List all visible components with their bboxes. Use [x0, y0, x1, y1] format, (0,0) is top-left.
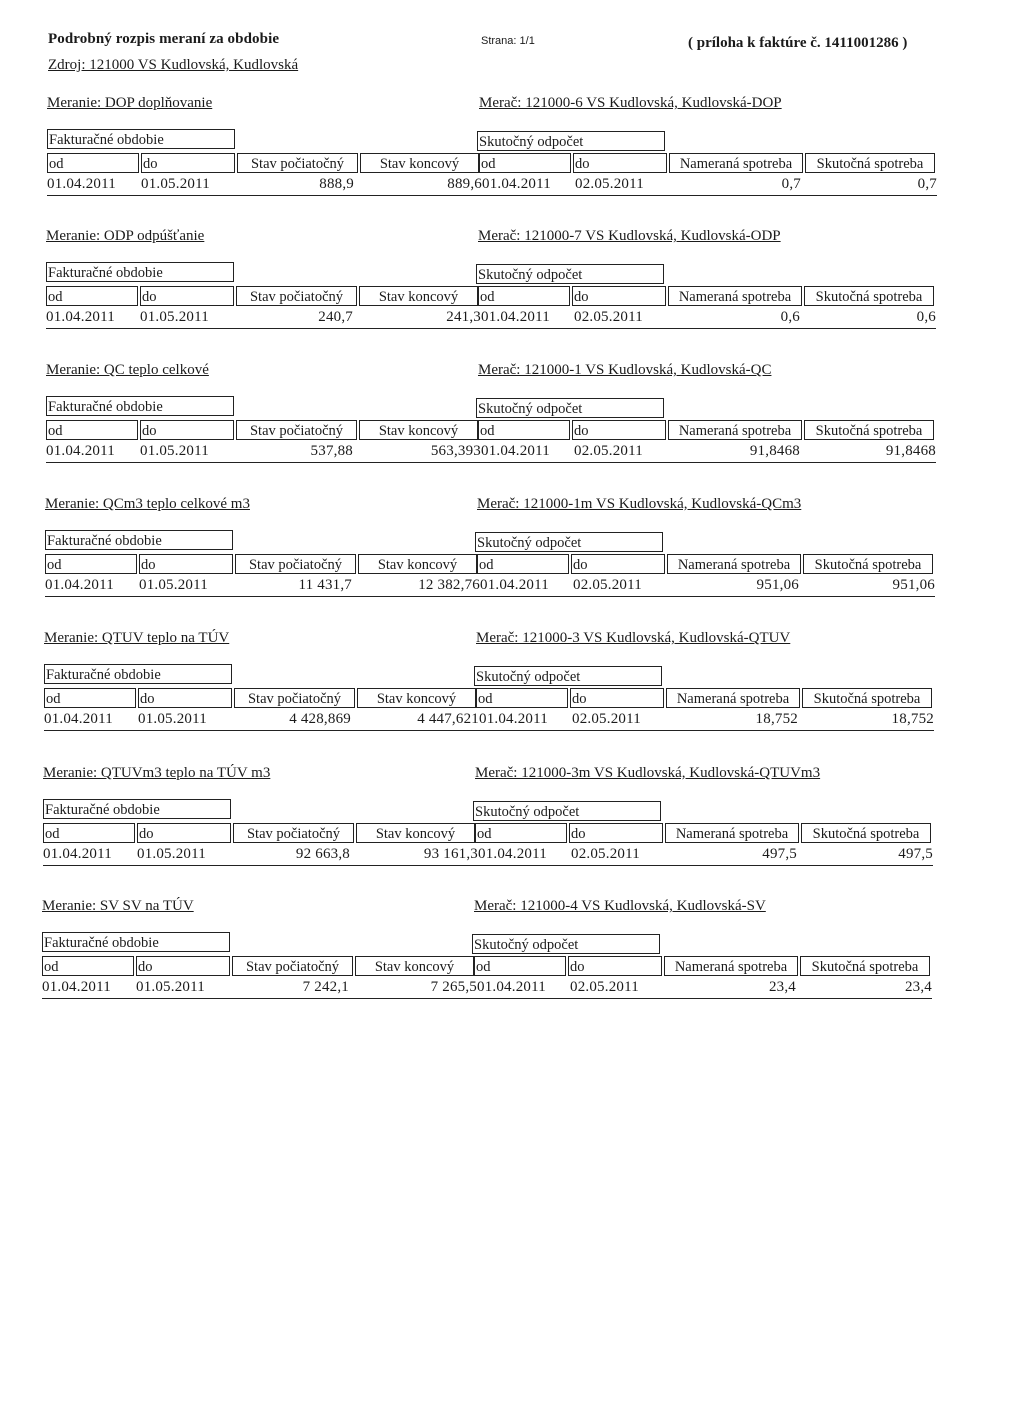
actual-consumption-header: Skutočná spotreba: [804, 286, 934, 306]
measured-consumption-value: 23,4: [768, 979, 796, 995]
billing-to-header: do: [141, 153, 235, 173]
billing-from-value: 01.04.2011: [44, 711, 113, 727]
billing-period-label: Fakturačné obdobie: [44, 664, 232, 684]
end-state-value: 563,393: [430, 443, 481, 459]
start-state-header: Stav počiatočný: [233, 823, 354, 843]
billing-from-header: od: [46, 420, 138, 440]
meter-title: Merač: 121000-6 VS Kudlovská, Kudlovská-DOP: [479, 95, 782, 111]
measurement-section: [42, 898, 1021, 1018]
billing-to-value: 01.05.2011: [136, 979, 205, 995]
reading-to-value: 02.05.2011: [574, 309, 643, 325]
measurement-title: Meranie: QC teplo celkové: [46, 362, 209, 378]
measured-consumption-header: Nameraná spotreba: [668, 286, 802, 306]
reading-to-header: do: [570, 688, 664, 708]
end-state-value: 889,6: [447, 176, 482, 192]
actual-consumption-value: 0,7: [917, 176, 937, 192]
actual-consumption-value: 23,4: [904, 979, 932, 995]
billing-from-header: od: [45, 554, 137, 574]
measurement-title: Meranie: QTUV teplo na TÚV: [44, 630, 230, 646]
measurement-title: Meranie: SV SV na TÚV: [42, 898, 194, 914]
measurement-section: [43, 765, 1021, 885]
section-divider: [44, 730, 934, 731]
billing-period-label: Fakturačné obdobie: [46, 396, 234, 416]
start-state-header: Stav počiatočný: [235, 554, 356, 574]
actual-reading-label: Skutočný odpočet: [477, 131, 665, 151]
measured-consumption-value: 0,6: [780, 309, 800, 325]
reading-to-value: 02.05.2011: [574, 443, 643, 459]
actual-consumption-value: 0,6: [916, 309, 936, 325]
actual-reading-label: Skutočný odpočet: [476, 264, 664, 284]
reading-from-header: od: [475, 823, 567, 843]
reading-from-header: od: [478, 420, 570, 440]
reading-to-value: 02.05.2011: [573, 577, 642, 593]
end-state-value: 4 447,621: [417, 711, 479, 727]
actual-consumption-header: Skutočná spotreba: [803, 554, 933, 574]
actual-consumption-header: Skutočná spotreba: [800, 956, 930, 976]
section-divider: [47, 195, 937, 196]
actual-consumption-value: 951,06: [892, 577, 935, 593]
reading-to-header: do: [572, 286, 666, 306]
measured-consumption-header: Nameraná spotreba: [664, 956, 798, 976]
section-divider: [42, 998, 932, 999]
source-line: Zdroj: 121000 VS Kudlovská, Kudlovská: [48, 57, 299, 73]
reading-from-header: od: [478, 286, 570, 306]
billing-from-value: 01.04.2011: [42, 979, 111, 995]
actual-consumption-value: 91,8468: [885, 443, 936, 459]
billing-period-label: Fakturačné obdobie: [46, 262, 234, 282]
meter-title: Merač: 121000-3m VS Kudlovská, Kudlovská-QTUVm3: [475, 765, 821, 781]
section-divider: [46, 462, 936, 463]
page-number: Strana: 1/1: [481, 35, 535, 47]
billing-from-value: 01.04.2011: [43, 846, 112, 862]
actual-reading-label: Skutočný odpočet: [475, 532, 663, 552]
start-state-value: 11 431,7: [298, 577, 352, 593]
actual-consumption-header: Skutočná spotreba: [805, 153, 935, 173]
document-title: Podrobný rozpis meraní za obdobie: [48, 31, 280, 47]
start-state-value: 7 242,1: [302, 979, 349, 995]
billing-period-label: Fakturačné obdobie: [42, 932, 230, 952]
section-divider: [46, 328, 936, 329]
start-state-header: Stav počiatočný: [234, 688, 355, 708]
reading-from-header: od: [476, 688, 568, 708]
end-state-value: 12 382,76: [418, 577, 480, 593]
start-state-value: 537,88: [310, 443, 353, 459]
reading-from-header: od: [477, 554, 569, 574]
measured-consumption-value: 18,752: [755, 711, 798, 727]
billing-from-header: od: [42, 956, 134, 976]
billing-to-header: do: [136, 956, 230, 976]
measured-consumption-value: 951,06: [756, 577, 799, 593]
measurement-section: [46, 228, 1021, 348]
billing-period-label: Fakturačné obdobie: [45, 530, 233, 550]
billing-from-header: od: [47, 153, 139, 173]
meter-title: Merač: 121000-4 VS Kudlovská, Kudlovská-SV: [474, 898, 766, 914]
reading-to-header: do: [568, 956, 662, 976]
actual-reading-label: Skutočný odpočet: [476, 398, 664, 418]
meter-title: Merač: 121000-1m VS Kudlovská, Kudlovská-QCm3: [477, 496, 802, 512]
measurement-section: [44, 630, 1021, 750]
reading-from-value: 01.04.2011: [481, 309, 550, 325]
reading-to-value: 02.05.2011: [571, 846, 640, 862]
end-state-value: 241,3: [446, 309, 481, 325]
reading-to-header: do: [571, 554, 665, 574]
reading-from-value: 01.04.2011: [481, 443, 550, 459]
measured-consumption-header: Nameraná spotreba: [667, 554, 801, 574]
billing-from-value: 01.04.2011: [47, 176, 116, 192]
end-state-value: 7 265,5: [430, 979, 477, 995]
end-state-header: Stav koncový: [358, 554, 477, 574]
actual-reading-label: Skutočný odpočet: [473, 801, 661, 821]
billing-to-value: 01.05.2011: [141, 176, 210, 192]
billing-to-value: 01.05.2011: [140, 443, 209, 459]
start-state-header: Stav počiatočný: [232, 956, 353, 976]
start-state-header: Stav počiatočný: [237, 153, 358, 173]
measurement-section: [46, 362, 1021, 482]
billing-to-header: do: [140, 420, 234, 440]
billing-to-header: do: [138, 688, 232, 708]
reading-to-header: do: [573, 153, 667, 173]
meter-title: Merač: 121000-3 VS Kudlovská, Kudlovská-QTUV: [476, 630, 791, 646]
reading-from-header: od: [474, 956, 566, 976]
end-state-header: Stav koncový: [356, 823, 475, 843]
invoice-reference: ( príloha k faktúre č. 1411001286 ): [688, 35, 908, 51]
billing-to-value: 01.05.2011: [137, 846, 206, 862]
measured-consumption-header: Nameraná spotreba: [669, 153, 803, 173]
reading-to-value: 02.05.2011: [572, 711, 641, 727]
billing-to-header: do: [139, 554, 233, 574]
reading-to-value: 02.05.2011: [570, 979, 639, 995]
billing-to-header: do: [140, 286, 234, 306]
billing-to-value: 01.05.2011: [138, 711, 207, 727]
billing-from-value: 01.04.2011: [46, 309, 115, 325]
measured-consumption-header: Nameraná spotreba: [665, 823, 799, 843]
measured-consumption-value: 91,8468: [749, 443, 800, 459]
measurement-title: Meranie: ODP odpúšťanie: [46, 228, 205, 244]
reading-from-header: od: [479, 153, 571, 173]
measurement-title: Meranie: QTUVm3 teplo na TÚV m3: [43, 765, 271, 781]
end-state-header: Stav koncový: [359, 420, 478, 440]
section-divider: [45, 596, 935, 597]
reading-from-value: 01.04.2011: [480, 577, 549, 593]
billing-period-label: Fakturačné obdobie: [47, 129, 235, 149]
billing-from-header: od: [46, 286, 138, 306]
reading-from-value: 01.04.2011: [478, 846, 547, 862]
start-state-value: 888,9: [319, 176, 354, 192]
reading-from-value: 01.04.2011: [482, 176, 551, 192]
billing-from-value: 01.04.2011: [45, 577, 114, 593]
actual-consumption-header: Skutočná spotreba: [804, 420, 934, 440]
end-state-header: Stav koncový: [357, 688, 476, 708]
billing-to-value: 01.05.2011: [139, 577, 208, 593]
start-state-value: 4 428,869: [289, 711, 351, 727]
billing-from-value: 01.04.2011: [46, 443, 115, 459]
billing-period-label: Fakturačné obdobie: [43, 799, 231, 819]
section-divider: [43, 865, 933, 866]
reading-from-value: 01.04.2011: [479, 711, 548, 727]
billing-to-value: 01.05.2011: [140, 309, 209, 325]
start-state-header: Stav počiatočný: [236, 286, 357, 306]
measurement-title: Meranie: QCm3 teplo celkové m3: [45, 496, 250, 512]
measured-consumption-value: 497,5: [762, 846, 797, 862]
measured-consumption-value: 0,7: [781, 176, 801, 192]
end-state-value: 93 161,3: [423, 846, 478, 862]
actual-reading-label: Skutočný odpočet: [474, 666, 662, 686]
billing-from-header: od: [43, 823, 135, 843]
start-state-value: 240,7: [318, 309, 353, 325]
reading-to-header: do: [572, 420, 666, 440]
page-header: [0, 0, 1021, 90]
measurement-title: Meranie: DOP doplňovanie: [47, 95, 213, 111]
actual-consumption-value: 497,5: [898, 846, 933, 862]
measured-consumption-header: Nameraná spotreba: [666, 688, 800, 708]
billing-to-header: do: [137, 823, 231, 843]
reading-from-value: 01.04.2011: [477, 979, 546, 995]
start-state-value: 92 663,8: [295, 846, 350, 862]
meter-title: Merač: 121000-1 VS Kudlovská, Kudlovská-QC: [478, 362, 772, 378]
end-state-header: Stav koncový: [359, 286, 478, 306]
measured-consumption-header: Nameraná spotreba: [668, 420, 802, 440]
actual-consumption-value: 18,752: [891, 711, 934, 727]
actual-consumption-header: Skutočná spotreba: [802, 688, 932, 708]
measurement-section: [47, 95, 1021, 215]
actual-reading-label: Skutočný odpočet: [472, 934, 660, 954]
end-state-header: Stav koncový: [355, 956, 474, 976]
start-state-header: Stav počiatočný: [236, 420, 357, 440]
end-state-header: Stav koncový: [360, 153, 479, 173]
reading-to-header: do: [569, 823, 663, 843]
reading-to-value: 02.05.2011: [575, 176, 644, 192]
actual-consumption-header: Skutočná spotreba: [801, 823, 931, 843]
measurement-section: [45, 496, 1021, 616]
billing-from-header: od: [44, 688, 136, 708]
meter-title: Merač: 121000-7 VS Kudlovská, Kudlovská-ODP: [478, 228, 781, 244]
